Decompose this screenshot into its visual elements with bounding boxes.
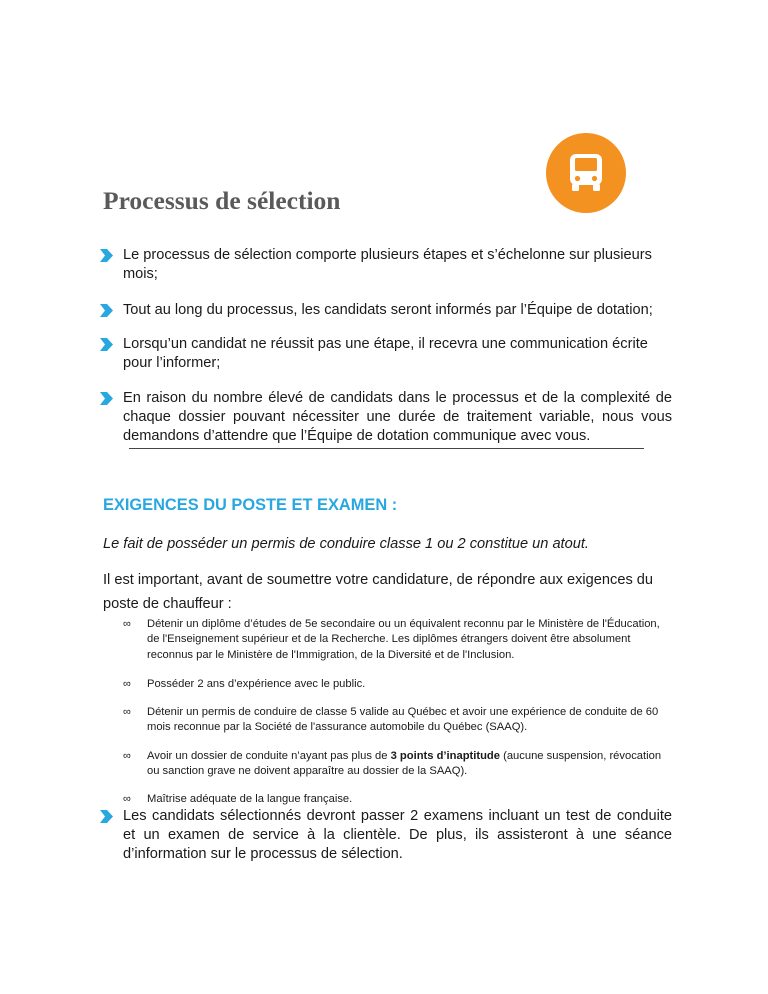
bus-badge — [546, 133, 626, 213]
bus-icon — [546, 133, 626, 213]
chevron-right-icon — [99, 249, 113, 262]
list-item — [97, 301, 672, 320]
list-item-text: Les candidats sélectionnés devront passer 2 examens incluant un test de conduite et un examen de service à la clientèle. De plus, ils assisteront à une séance d’information sur le processus de sélection. — [123, 808, 672, 862]
chevron-right-icon — [99, 810, 113, 823]
requirements-intro: Il est important, avant de soumettre votre candidature, de répondre aux exigences du poste de chauffeur : — [103, 572, 654, 612]
license-note: Le fait de posséder un permis de conduire classe 1 ou 2 constitue un atout. — [103, 536, 589, 552]
list-item — [97, 807, 672, 864]
list-item-text: Lorsqu’un candidat ne réussit pas une étape, il recevra une communication écrite pour l’informer; — [123, 336, 648, 371]
list-item-text: Tout au long du processus, les candidats seront informés par l’Équipe de dotation; — [123, 302, 653, 318]
list-item-text: Posséder 2 ans d’expérience avec le public. — [147, 677, 366, 690]
requirements-list — [123, 617, 673, 808]
separator-line — [129, 448, 644, 449]
list-item — [123, 705, 673, 736]
section-heading: EXIGENCES DU POSTE ET EXAMEN : — [103, 496, 398, 514]
list-item-text: Maîtrise adéquate de la langue française. — [147, 793, 353, 806]
infinity-bullet-icon: ∞ — [123, 793, 131, 806]
inaptitude-points: 3 points d’inaptitude — [390, 749, 500, 762]
list-item — [123, 677, 673, 692]
infinity-bullet-icon: ∞ — [123, 677, 131, 690]
list-item-text: Le processus de sélection comporte plusieurs étapes et s’échelonne sur plusieurs mois; — [123, 247, 652, 282]
list-item — [97, 389, 672, 446]
chevron-right-icon — [99, 392, 113, 405]
exams-list — [97, 807, 672, 864]
list-item — [123, 617, 673, 663]
list-item — [97, 335, 672, 373]
list-item-text: Détenir un diplôme d’études de 5e secondaire ou un équivalent reconnu par le Ministère de l'Éducation, de l'Enseignement supérieur et de la Recherche. Les diplômes étrangers doivent être absolument reconnus par le Ministère de l'Immigration, de la Diversité et de l'Inclusion. — [147, 618, 660, 661]
infinity-bullet-icon: ∞ — [123, 618, 131, 630]
list-item-text: En raison du nombre élevé de candidats dans le processus et de la complexité de chaque dossier pouvant nécessiter une durée de traitement variable, nous vous demandons d’attendre que l’Équipe de dotation communique avec vous. — [123, 390, 672, 444]
page-title: Processus de sélection — [103, 186, 341, 215]
chevron-right-icon — [99, 304, 113, 317]
list-item — [123, 792, 673, 807]
list-item-text: Avoir un dossier de conduite n’ayant pas plus de 3 points d’inaptitude (aucune suspension, révocation ou sanction grave ne doivent apparaître au dossier de la SAAQ). — [147, 749, 662, 778]
chevron-right-icon — [99, 338, 113, 351]
list-item-text: Détenir un permis de conduire de classe 5 valide au Québec et avoir une expérience de conduite de 60 mois reconnue par la Société de l'assurance automobile du Québec (SAAQ). — [147, 706, 659, 734]
list-item — [97, 246, 672, 284]
list-item — [123, 749, 673, 780]
infinity-bullet-icon: ∞ — [123, 749, 131, 762]
process-list — [97, 246, 672, 446]
infinity-bullet-icon: ∞ — [123, 706, 131, 719]
